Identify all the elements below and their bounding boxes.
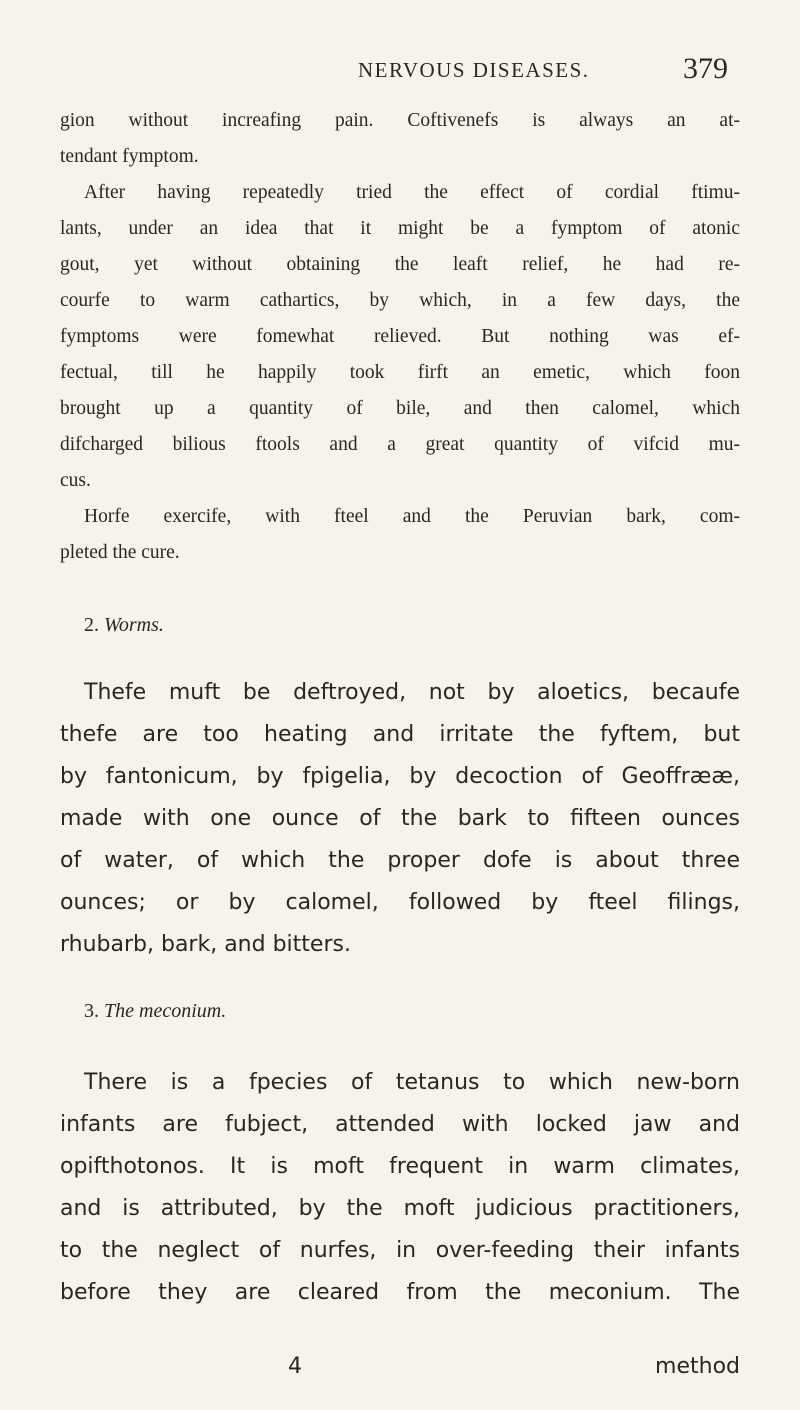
text-line: fectual, till he happily took firft an emetic, which foon [60, 362, 740, 383]
text-line: thefe are too heating and irritate the fyftem, but [60, 722, 740, 747]
text-line: There is a fpecies of tetanus to which new-born [84, 1070, 740, 1095]
section-heading-worms [84, 614, 164, 637]
section-number: 2. [84, 614, 99, 636]
text-line: to the neglect of nurfes, in over-feeding their infants [60, 1238, 740, 1263]
text-line: of water, of which the proper dofe is about three [60, 848, 740, 873]
text-line: ounces; or by calomel, followed by fteel filings, [60, 890, 740, 915]
signature-mark: 4 [288, 1354, 302, 1379]
text-line: by fantonicum, by fpigelia, by decoction of Geoffrææ, [60, 764, 740, 789]
text-line: infants are fubject, attended with locked jaw and [60, 1112, 740, 1137]
text-line: Horfe exercife, with fteel and the Peruvian bark, com- [84, 506, 740, 527]
text-line: After having repeatedly tried the effect of cordial ftimu- [84, 182, 740, 203]
section-number: 3. [84, 1000, 99, 1022]
text-line: brought up a quantity of bile, and then calomel, which [60, 398, 740, 419]
text-line: rhubarb, bark, and bitters. [60, 932, 351, 957]
page-footer [60, 1354, 740, 1384]
text-line: opifthotonos. It is moft frequent in warm climates, [60, 1154, 740, 1179]
running-head-title: NERVOUS DISEASES. [358, 58, 590, 82]
text-line: courfe to warm cathartics, by which, in a few days, the [60, 290, 740, 311]
section-title: Worms. [104, 614, 164, 636]
text-line: Thefe muft be deftroyed, not by aloetics, becaufe [84, 680, 740, 705]
text-line: gout, yet without obtaining the leaft relief, he had re- [60, 254, 740, 275]
text-line: tendant fymptom. [60, 146, 199, 167]
running-head [228, 52, 728, 98]
text-line: fymptoms were fomewhat relieved. But nothing was ef- [60, 326, 740, 347]
text-line: lants, under an idea that it might be a fymptom of atonic [60, 218, 740, 239]
page-number: 379 [683, 52, 728, 85]
section-title: The meconium. [104, 1000, 227, 1022]
text-line: pleted the cure. [60, 542, 180, 563]
section-heading-meconium [84, 1000, 226, 1023]
text-line: and is attributed, by the moft judicious practitioners, [60, 1196, 740, 1221]
text-line: gion without increafing pain. Coftivenefs is always an at- [60, 110, 740, 131]
text-line: cus. [60, 470, 91, 491]
text-line: before they are cleared from the meconium. The [60, 1280, 740, 1305]
text-line: difcharged bilious ftools and a great quantity of vifcid mu- [60, 434, 740, 455]
text-line: made with one ounce of the bark to fifteen ounces [60, 806, 740, 831]
catchword: method [655, 1354, 740, 1379]
